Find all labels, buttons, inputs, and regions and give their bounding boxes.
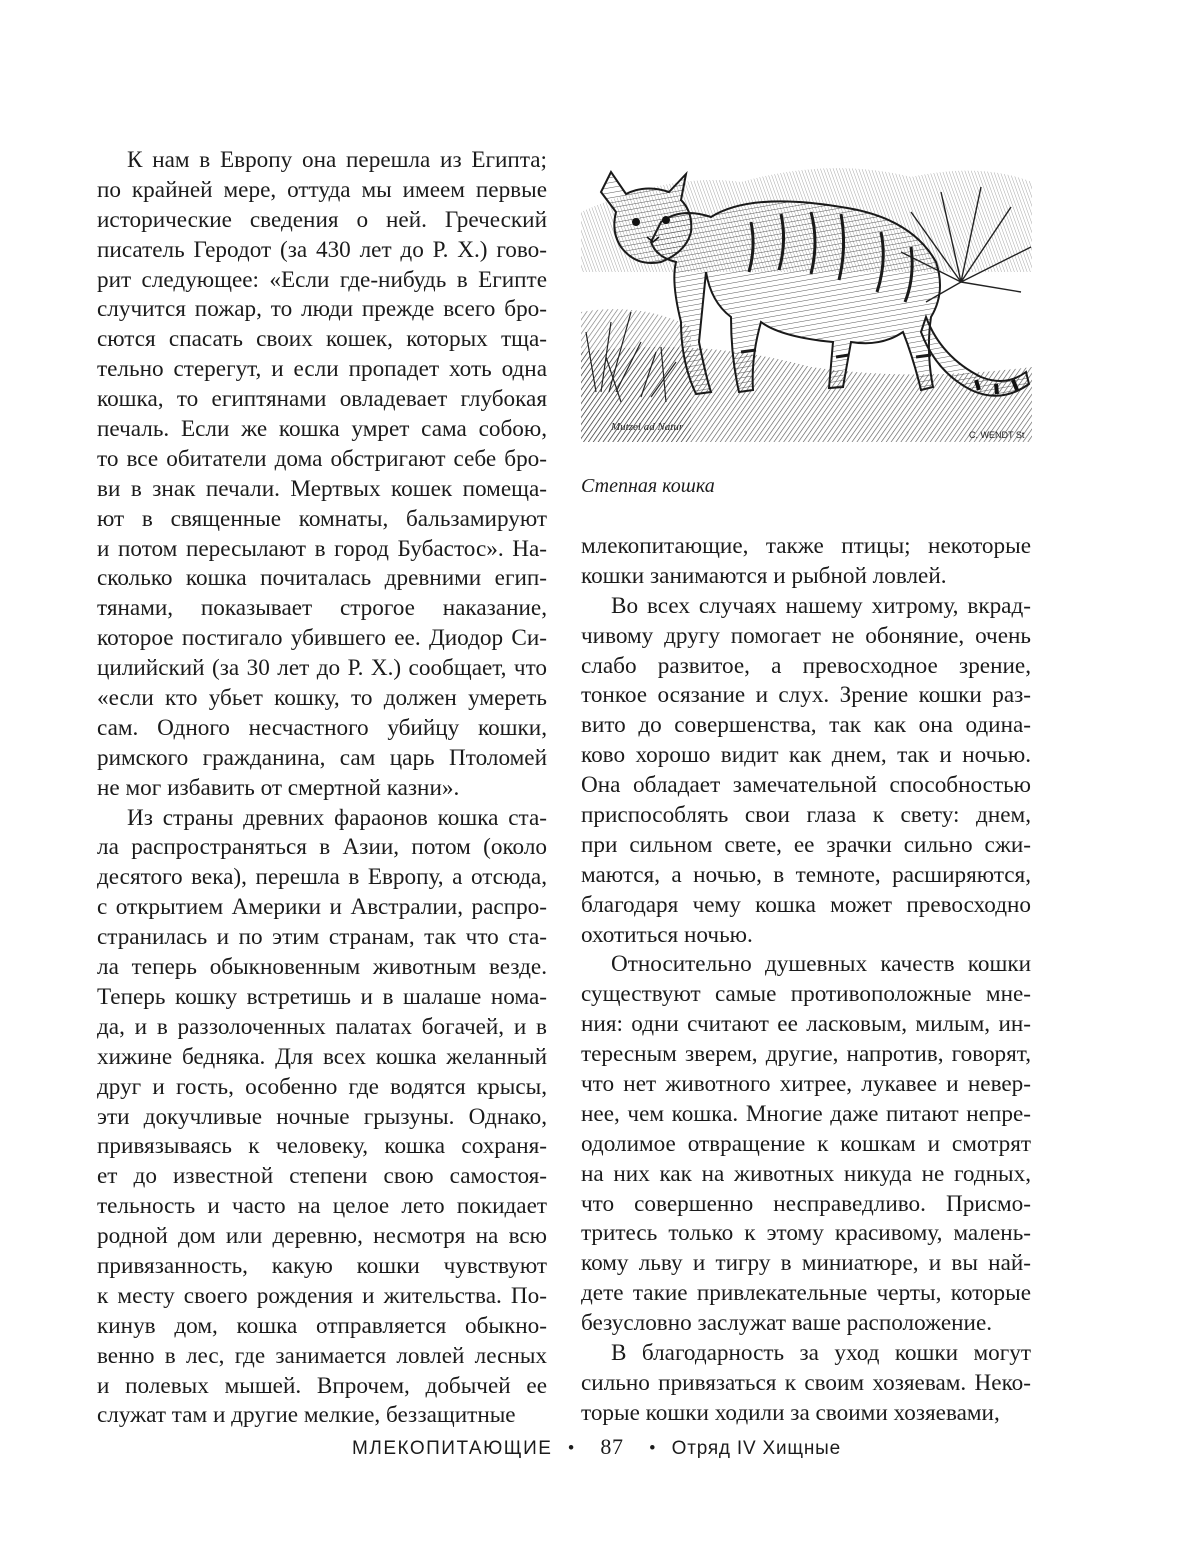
text-line: на них как на животных никуда не годных, — [581, 1160, 1031, 1187]
text-line: слабо развитое, а превосходное зрение, — [581, 652, 1031, 679]
text-line: млекопитающие, также птицы; некоторые — [581, 533, 1031, 559]
text-line: странилась и по этим странам, так что ста- — [97, 924, 547, 951]
footer-separator: • — [648, 1438, 657, 1459]
text-line: римского гражданина, сам царь Птоломей — [97, 744, 547, 771]
text-line: привязываясь к человеку, кошка сохраня- — [97, 1133, 547, 1160]
figure-caption: Степная кошка — [581, 475, 715, 497]
text-line: к месту своего рождения и жительства. По- — [97, 1282, 547, 1309]
text-line: ет до известной степени свою самостоя- — [97, 1163, 547, 1190]
text-line: Теперь кошку встретишь и в шалаше нома- — [97, 983, 547, 1010]
text-line: сам. Одного несчастного убийцу кошки, — [97, 714, 547, 741]
text-line: тритесь только к этому красивому, малень- — [581, 1220, 1031, 1247]
text-line: ково хорошо видит как днем, так и ночью. — [581, 742, 1031, 769]
text-line: охотиться ночью. — [581, 921, 753, 948]
text-line: то все обитатели дома обстригают себе бро- — [97, 445, 547, 472]
text-line: В благодарность за уход кошки могут — [611, 1340, 1031, 1367]
text-line: десятого века), перешла в Европу, а отсюда, — [97, 864, 547, 891]
text-line: родной дом или деревню, несмотря на всю — [97, 1223, 547, 1250]
engraver-signature: C. WENDT St — [969, 430, 1025, 440]
text-line: нее, чем кошка. Многие даже питают непре- — [581, 1100, 1031, 1127]
running-chapter-title: Отряд IV Хищные — [671, 1438, 841, 1459]
text-line: писатель Геродот (за 430 лет до Р. Х.) гово- — [97, 236, 547, 263]
text-line: рит следующее: «Если где-нибудь в Египте — [97, 266, 547, 293]
text-line: К нам в Европу она перешла из Египта; — [127, 147, 547, 173]
text-line: и потом пересылают в город Бубастос». На- — [97, 535, 547, 562]
text-line: не мог избавить от смертной казни». — [97, 774, 460, 801]
text-line: тельно стерегут, и если пропадет хоть одна — [97, 356, 547, 383]
text-line: сются спасать своих кошек, которых тща- — [97, 326, 547, 353]
text-line: ния: одни считают ее ласковым, милым, ин- — [581, 1011, 1031, 1038]
text-line: служат там и другие мелкие, беззащитные — [97, 1402, 516, 1429]
page-number: 87 — [600, 1434, 624, 1459]
text-line: эти докучливые ночные грызуны. Однако, — [97, 1103, 547, 1130]
text-line: ла теперь обыкновенным животным везде. — [97, 954, 547, 981]
left-text-column — [97, 146, 547, 1431]
text-line: кошка, то египтянами овладевает глубокая — [97, 386, 547, 413]
text-line: и полевых мышей. Впрочем, добычей ее — [97, 1372, 547, 1399]
text-line: безусловно заслужат ваше расположение. — [581, 1310, 993, 1337]
text-line: друг и гость, особенно где водятся крысы, — [97, 1073, 547, 1100]
text-line: вито до совершенства, так как она одина- — [581, 712, 1031, 739]
text-line: дете такие привлекательные черты, которые — [581, 1280, 1031, 1307]
text-line: тянами, показывает строгое наказание, — [97, 595, 547, 622]
text-line: Из страны древних фараонов кошка ста- — [127, 804, 547, 831]
text-line: приспособлять свои глаза к свету: днем, — [581, 802, 1031, 829]
text-line: маются, а ночью, в темноте, расширяются, — [581, 861, 1031, 888]
text-line: Во всех случаях нашему хитрому, вкрад- — [611, 592, 1031, 619]
text-line: которое постигало убившего ее. Диодор Си- — [97, 625, 547, 652]
text-line: что совершенно несправедливо. Присмо- — [581, 1190, 1031, 1217]
text-line: ла распространяться в Азии, потом (около — [97, 834, 547, 861]
text-line: сколько кошка почиталась древними егип- — [97, 565, 547, 592]
text-line: Относительно душевных качеств кошки — [611, 951, 1031, 978]
text-line: одолимое отвращение к кошкам и смотрят — [581, 1130, 1031, 1157]
text-line: печаль. Если же кошка умрет сама собою, — [97, 416, 547, 443]
text-line: при сильном свете, ее зрачки сильно сжи- — [581, 831, 1031, 858]
text-line: ют в священные комнаты, бальзамируют — [97, 505, 547, 532]
text-line: случится пожар, то люди прежде всего бро- — [97, 296, 547, 323]
page-footer — [0, 1434, 1193, 1460]
text-line: тересным зверем, другие, напротив, говорят, — [581, 1041, 1031, 1068]
text-line: с открытием Америки и Австралии, распро- — [97, 894, 547, 921]
text-line: Она обладает замечательной способностью — [581, 772, 1031, 799]
text-line: привязанность, какую кошки чувствуют — [97, 1252, 547, 1279]
running-section-title: МЛЕКОПИТАЮЩИЕ — [352, 1438, 553, 1459]
text-line: чивому другу помогает не обоняние, очень — [581, 622, 1031, 649]
text-line: тонкое осязание и слух. Зрение кошки раз- — [581, 682, 1031, 709]
text-line: тельность и часто на целое лето покидает — [97, 1193, 547, 1220]
steppe-cat-illustration — [581, 152, 1032, 442]
text-line: сильно привязаться к своим хозяевам. Неко- — [581, 1369, 1031, 1396]
text-line: хижине бедняка. Для всех кошка желанный — [97, 1043, 547, 1070]
text-line: кинув дом, кошка отправляется обыкно- — [97, 1312, 547, 1339]
text-line: существуют самые противоположные мне- — [581, 981, 1031, 1008]
text-line: благодаря чему кошка может превосходно — [581, 891, 1031, 918]
artist-signature: Mutzel ad Natur — [611, 421, 684, 433]
text-line: исторические сведения о ней. Греческий — [97, 206, 547, 233]
text-line: что нет животного хитрее, лукавее и невер- — [581, 1071, 1031, 1098]
text-line: цилийский (за 30 лет до Р. Х.) сообщает, что — [97, 655, 547, 682]
text-line: кому льву и тигру в миниатюре, и вы най- — [581, 1250, 1031, 1277]
text-line: торые кошки ходили за своими хозяевами, — [581, 1399, 1000, 1426]
text-line: ви в знак печали. Мертвых кошек помеща- — [97, 475, 547, 502]
text-line: по крайней мере, оттуда мы имеем первые — [97, 176, 547, 203]
right-text-column — [581, 532, 1031, 1429]
text-line: венно в лес, где занимается ловлей лесных — [97, 1342, 547, 1369]
text-line: «если кто убьет кошку, то должен умереть — [97, 685, 547, 712]
text-line: кошки занимаются и рыбной ловлей. — [581, 562, 947, 589]
footer-separator: • — [567, 1438, 576, 1459]
text-line: да, и в раззолоченных палатах богачей, и в — [97, 1013, 547, 1040]
